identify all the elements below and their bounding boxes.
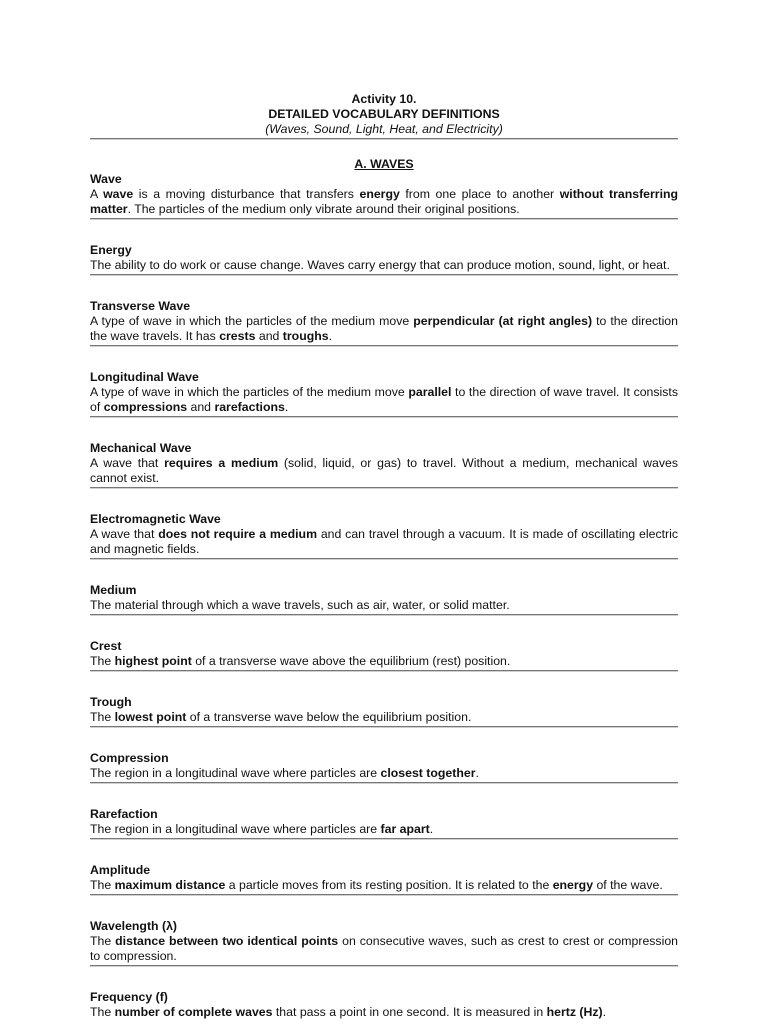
definition-text: that pass a point in one second. It is measured in bbox=[272, 1005, 547, 1019]
vocab-definition bbox=[90, 187, 678, 217]
vocab-entry bbox=[90, 919, 678, 990]
definition-keyword: requires a medium bbox=[164, 456, 279, 470]
definition-text: The bbox=[90, 1005, 115, 1019]
vocab-definition bbox=[90, 527, 678, 557]
entry-spacer bbox=[90, 840, 678, 863]
definition-text: The bbox=[90, 934, 116, 948]
definition-text: The ability to do work or cause change. Waves carry energy that can produce motion, sound, light, or heat. bbox=[90, 258, 670, 272]
vocab-term: Medium bbox=[90, 583, 137, 597]
definition-text: . bbox=[429, 822, 434, 836]
document-title: DETAILED VOCABULARY DEFINITIONS bbox=[268, 107, 500, 121]
vocab-entry bbox=[90, 807, 678, 863]
definition-keyword: energy bbox=[552, 878, 594, 892]
vocab-term: Trough bbox=[90, 695, 132, 709]
definition-text: A bbox=[90, 187, 104, 201]
vocab-term: Amplitude bbox=[90, 863, 151, 877]
vocab-definition bbox=[90, 314, 678, 344]
definition-keyword: far apart bbox=[380, 822, 430, 836]
vocab-entry bbox=[90, 370, 678, 441]
activity-number: Activity 10. bbox=[351, 92, 417, 106]
entry-spacer bbox=[90, 616, 678, 639]
vocab-entry bbox=[90, 583, 678, 639]
definition-text: and bbox=[187, 400, 215, 414]
entry-spacer bbox=[90, 672, 678, 695]
vocab-entry bbox=[90, 299, 678, 370]
definition-keyword: troughs bbox=[282, 329, 329, 343]
definition-keyword: number of complete waves bbox=[114, 1005, 273, 1019]
definition-text: The bbox=[90, 654, 115, 668]
document-subtitle: (Waves, Sound, Light, Heat, and Electricity) bbox=[265, 122, 503, 136]
definition-text: The bbox=[90, 710, 115, 724]
vocab-entry bbox=[90, 512, 678, 583]
vocab-term: Energy bbox=[90, 243, 132, 257]
vocab-definition bbox=[90, 654, 678, 669]
vocab-definition bbox=[90, 822, 678, 837]
section-heading: A. WAVES bbox=[354, 157, 414, 171]
vocabulary-list bbox=[90, 172, 678, 1020]
vocab-term: Compression bbox=[90, 751, 169, 765]
definition-text: of a transverse wave above the equilibrium (rest) position. bbox=[191, 654, 511, 668]
definition-text: The region in a longitudinal wave where particles are bbox=[90, 822, 381, 836]
vocab-term: Longitudinal Wave bbox=[90, 370, 199, 384]
definition-keyword: closest together bbox=[380, 766, 476, 780]
definition-keyword: highest point bbox=[114, 654, 192, 668]
definition-text: from one place to another bbox=[399, 187, 560, 201]
vocab-definition bbox=[90, 766, 678, 781]
vocab-entry bbox=[90, 863, 678, 919]
vocab-entry bbox=[90, 639, 678, 695]
definition-keyword: without transferring matter bbox=[90, 187, 679, 216]
definition-text: A type of wave in which the particles of the medium move bbox=[90, 314, 414, 328]
definition-text: . bbox=[284, 400, 289, 414]
definition-text: (solid, liquid, or gas) to travel. Without a medium, mechanical waves cannot exist. bbox=[90, 456, 678, 485]
definition-text: of a transverse wave below the equilibrium position. bbox=[186, 710, 472, 724]
vocab-term: Transverse Wave bbox=[90, 299, 191, 313]
definition-text: to the direction the wave travels. It has bbox=[90, 314, 678, 343]
vocab-definition bbox=[90, 456, 678, 486]
entry-spacer bbox=[90, 276, 678, 299]
vocab-entry bbox=[90, 172, 678, 243]
entry-spacer bbox=[90, 220, 678, 243]
definition-text: and can travel through a vacuum. It is made of oscillating electric and magnetic fields. bbox=[90, 527, 678, 556]
definition-text: on consecutive waves, such as crest to crest or compression to compression. bbox=[90, 934, 678, 963]
definition-keyword: compressions bbox=[103, 400, 188, 414]
vocab-entry bbox=[90, 751, 678, 807]
definition-text: The material through which a wave travels, such as air, water, or solid matter. bbox=[90, 598, 510, 612]
definition-text: A wave that bbox=[90, 456, 165, 470]
vocab-term: Rarefaction bbox=[90, 807, 158, 821]
entry-spacer bbox=[90, 560, 678, 583]
vocab-term: Crest bbox=[90, 639, 122, 653]
definition-keyword: energy bbox=[359, 187, 400, 201]
definition-text: to the direction of wave travel. It consists of bbox=[90, 385, 678, 414]
definition-keyword: maximum distance bbox=[114, 878, 226, 892]
vocab-entry bbox=[90, 441, 678, 512]
vocab-definition bbox=[90, 1005, 678, 1020]
vocab-term: Wavelength (λ) bbox=[90, 919, 177, 933]
vocab-term: Wave bbox=[90, 172, 122, 186]
definition-text: The region in a longitudinal wave where particles are bbox=[90, 766, 381, 780]
vocab-entry bbox=[90, 695, 678, 751]
header-divider bbox=[90, 138, 678, 140]
vocab-definition bbox=[90, 934, 678, 964]
definition-keyword: perpendicular (at right angles) bbox=[413, 314, 593, 328]
definition-keyword: distance between two identical points bbox=[115, 934, 339, 948]
definition-keyword: lowest point bbox=[114, 710, 187, 724]
definition-keyword: wave bbox=[103, 187, 134, 201]
definition-keyword: rarefactions bbox=[214, 400, 285, 414]
vocab-term: Mechanical Wave bbox=[90, 441, 192, 455]
entry-spacer bbox=[90, 347, 678, 370]
entry-spacer bbox=[90, 489, 678, 512]
vocab-definition bbox=[90, 385, 678, 415]
document-page bbox=[90, 92, 678, 1020]
definition-keyword: parallel bbox=[408, 385, 452, 399]
definition-text: The bbox=[90, 878, 115, 892]
vocab-definition bbox=[90, 258, 678, 273]
definition-text: a particle moves from its resting position. It is related to the bbox=[225, 878, 553, 892]
definition-text: . bbox=[602, 1005, 607, 1019]
entry-spacer bbox=[90, 418, 678, 441]
definition-text: A type of wave in which the particles of the medium move bbox=[90, 385, 409, 399]
vocab-definition bbox=[90, 878, 678, 893]
definition-text: . bbox=[475, 766, 479, 780]
definition-keyword: hertz (Hz) bbox=[546, 1005, 603, 1019]
entry-spacer bbox=[90, 967, 678, 990]
vocab-term: Frequency (f) bbox=[90, 990, 168, 1004]
entry-spacer bbox=[90, 728, 678, 751]
definition-keyword: crests bbox=[219, 329, 256, 343]
definition-text: is a moving disturbance that transfers bbox=[133, 187, 360, 201]
definition-text: of the wave. bbox=[593, 878, 663, 892]
vocab-entry bbox=[90, 990, 678, 1020]
definition-keyword: does not require a medium bbox=[158, 527, 318, 541]
entry-spacer bbox=[90, 784, 678, 807]
entry-spacer bbox=[90, 896, 678, 919]
vocab-definition bbox=[90, 710, 678, 725]
vocab-definition bbox=[90, 598, 678, 613]
definition-text: . The particles of the medium only vibrate around their original positions. bbox=[127, 202, 520, 216]
definition-text: A wave that bbox=[90, 527, 159, 541]
definition-text: . bbox=[328, 329, 332, 343]
document-header bbox=[90, 92, 678, 137]
vocab-entry bbox=[90, 243, 678, 299]
definition-text: and bbox=[255, 329, 283, 343]
vocab-term: Electromagnetic Wave bbox=[90, 512, 221, 526]
